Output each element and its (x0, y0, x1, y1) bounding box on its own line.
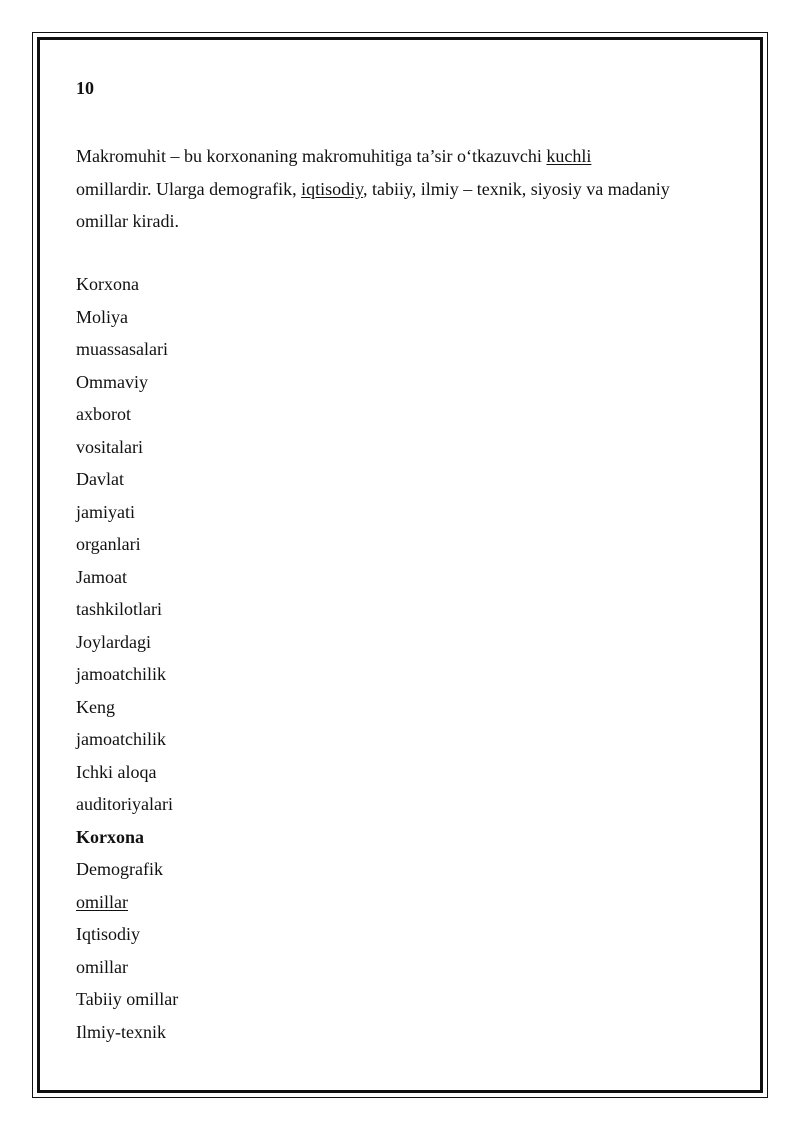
text-line-label: muassasalari (76, 339, 168, 359)
text-line (76, 528, 178, 561)
text-line (76, 723, 178, 756)
text-line (76, 431, 178, 464)
text-line-label: Tabiiy omillar (76, 989, 179, 1009)
text-line-label: Moliya (76, 306, 128, 327)
text-line (76, 886, 178, 919)
intro-line-3: omillar kiradi. (76, 211, 179, 231)
text-line-label: auditoriyalari (76, 794, 173, 814)
text-line-label: omillar (76, 891, 128, 912)
text-line (76, 1016, 178, 1049)
text-line-label: Ichki aloqa (76, 761, 157, 782)
text-line-label: Joylardagi (76, 631, 151, 652)
text-line (76, 366, 178, 399)
text-line (76, 821, 178, 854)
text-line-label: Demografik (76, 859, 163, 879)
text-line (76, 756, 178, 789)
text-line-label: Ilmiy-texnik (76, 1021, 166, 1042)
text-line (76, 561, 178, 594)
text-line (76, 983, 178, 1016)
text-line (76, 691, 178, 724)
text-line-label: Korxona (76, 274, 139, 294)
text-line-label: tashkilotlari (76, 599, 162, 619)
text-line (76, 788, 178, 821)
intro-underlined-iqtisodiy: iqtisodiy (301, 178, 363, 199)
text-line-label: omillar (76, 956, 128, 977)
text-line-label: Davlat (76, 469, 124, 489)
text-line-label: jamiyati (76, 501, 135, 522)
text-line-label: vositalari (76, 436, 143, 457)
text-line-label: Keng (76, 696, 115, 717)
text-line-label: Iqtisodiy (76, 924, 141, 944)
text-line-label: organlari (76, 534, 141, 554)
text-line (76, 268, 178, 301)
text-line (76, 626, 178, 659)
intro-line-1-text: Makromuhit – bu korxonaning makromuhitiga ta’sir o‘tkazuvchi (76, 146, 547, 166)
text-line (76, 398, 178, 431)
text-line-label: Ommaviy (76, 371, 148, 392)
text-line (76, 593, 178, 626)
page-number: 10 (76, 78, 94, 98)
intro-line-2-text-a: omillardir. Ularga demografik, (76, 178, 302, 199)
text-line (76, 463, 178, 496)
text-line (76, 918, 178, 951)
text-line-label: axborot (76, 404, 131, 424)
text-line (76, 853, 178, 886)
intro-underlined-kuchli: kuchli (546, 146, 592, 166)
intro-line-2 (76, 173, 726, 206)
text-line (76, 658, 178, 691)
text-line-label: jamoatchilik (76, 729, 166, 749)
intro-paragraph (76, 140, 726, 238)
text-line (76, 301, 178, 334)
text-line (76, 333, 178, 366)
text-line-label: jamoatchilik (76, 664, 166, 684)
text-line (76, 951, 178, 984)
text-line-list (76, 268, 178, 1048)
intro-line-2-text-b: , tabiiy, ilmiy – texnik, siyosiy va madaniy (362, 178, 670, 199)
intro-line-1 (76, 140, 726, 173)
text-line-label: Korxona (76, 826, 145, 847)
text-line (76, 496, 178, 529)
text-line-label: Jamoat (76, 566, 127, 587)
